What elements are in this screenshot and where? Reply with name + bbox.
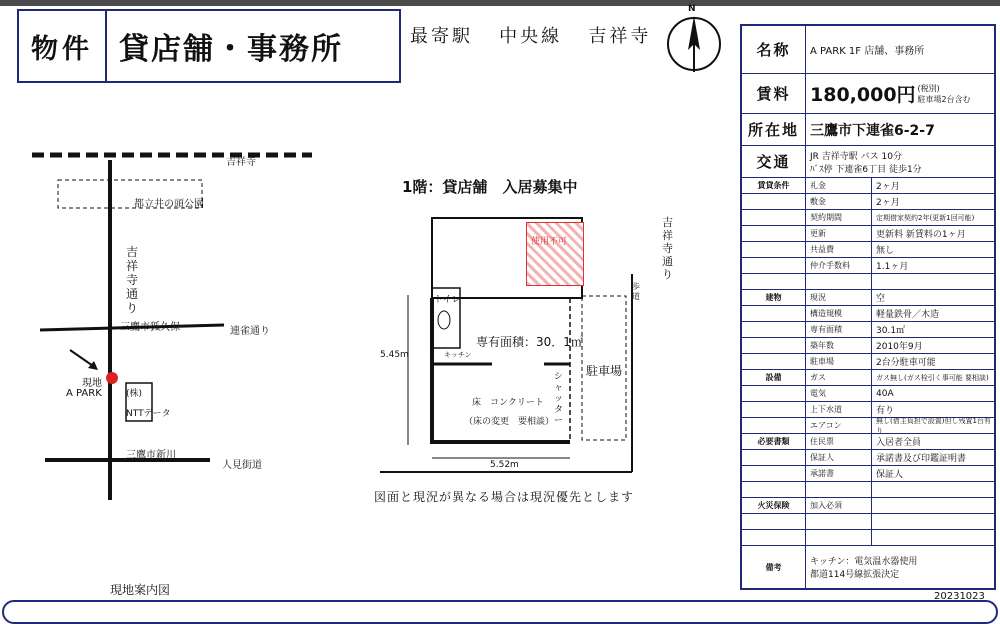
- row-category: [742, 354, 806, 369]
- map-ntt-data: NTTデータ: [126, 409, 171, 419]
- row-key: 駐車場: [806, 354, 872, 369]
- row-category: [742, 226, 806, 241]
- map-station-label: 吉祥寺: [226, 157, 256, 168]
- row-value: 保証人: [876, 470, 904, 480]
- property-header: [17, 9, 401, 83]
- name-key: 名称: [742, 26, 806, 73]
- remarks-line-2: 都道114号線拡張決定: [810, 570, 900, 580]
- rent-notes: [918, 83, 971, 105]
- row-key: 加入必須: [806, 498, 872, 513]
- table-row: [742, 258, 994, 274]
- rent-value: [806, 74, 994, 113]
- row-category: [742, 450, 806, 465]
- row-value: 入居者全員: [876, 438, 922, 448]
- row-category: [742, 514, 806, 529]
- bottom-frame: [2, 600, 998, 624]
- row-category: 必要書類: [742, 434, 806, 449]
- row-value: 1.1ヶ月: [876, 262, 909, 272]
- row-value: 有り: [876, 406, 895, 416]
- row-value: 2ヶ月: [876, 182, 900, 192]
- row-category: [742, 402, 806, 417]
- row-key: 礼金: [806, 178, 872, 193]
- table-row: [742, 530, 994, 546]
- row-value: 2ヶ月: [876, 198, 900, 208]
- row-key: ガス: [806, 370, 872, 385]
- table-row: [742, 242, 994, 258]
- table-row: [742, 306, 994, 322]
- north-arrow-icon: [666, 6, 724, 74]
- disclaimer: 図面と現況が異なる場合は現況優先とします: [374, 490, 635, 504]
- row-category: [742, 418, 806, 433]
- row-key: [806, 274, 872, 289]
- date-stamp: 20231023: [934, 591, 985, 602]
- row-value: 軽量鉄骨／木造: [876, 310, 940, 320]
- floor-note: （床の変更 要相談）: [464, 417, 555, 427]
- table-row: [742, 498, 994, 514]
- map-road-kichijoji: 吉祥寺通り: [126, 245, 139, 315]
- row-category: 賃貸条件: [742, 178, 806, 193]
- address-key: 所在地: [742, 114, 806, 145]
- station-line: 中央線: [499, 26, 563, 47]
- row-key: 敷金: [806, 194, 872, 209]
- map-hitomi-label: 人見街道: [222, 460, 262, 471]
- remarks-key: 備考: [742, 546, 806, 588]
- map-site-label: 現地: [82, 378, 102, 389]
- toilet-label: トイレ: [434, 295, 461, 305]
- name-value: A PARK 1F 店舗、事務所: [810, 46, 925, 57]
- row-key: 契約期間: [806, 210, 872, 225]
- unusable-label: 使用不可: [531, 237, 568, 247]
- dim-height: 5.45m: [380, 350, 409, 360]
- station-name: 吉祥寺: [588, 26, 652, 47]
- row-category: [742, 306, 806, 321]
- access-value: [806, 146, 994, 177]
- row-value: [872, 530, 994, 545]
- row-key: エアコン: [806, 418, 872, 433]
- row-value: 40A: [876, 388, 894, 399]
- row-key: 更新: [806, 226, 872, 241]
- row-category: [742, 322, 806, 337]
- row-value: [872, 498, 994, 513]
- table-row: [742, 354, 994, 370]
- station-label: 最寄駅: [410, 26, 473, 47]
- table-row: [742, 290, 994, 306]
- table-row: [742, 338, 994, 354]
- row-access: [742, 146, 994, 178]
- row-category: [742, 258, 806, 273]
- row-category: [742, 210, 806, 225]
- table-row: [742, 210, 994, 226]
- row-value: 定期借家契約2年(更新1回可能): [876, 213, 975, 222]
- unusable-area: [526, 222, 584, 286]
- rent-note: 駐車場2台含む: [917, 94, 971, 104]
- row-key: 承諾書: [806, 466, 872, 481]
- row-key: 上下水道: [806, 402, 872, 417]
- row-category: 建物: [742, 290, 806, 305]
- map-kitakubo-label: 三鷹市狐久保: [120, 322, 180, 333]
- row-value: 承諾書及び印鑑証明書: [876, 454, 967, 464]
- road-label: 吉祥寺通り: [662, 216, 673, 281]
- floor-area-label: 専有面積：30．1㎡: [476, 335, 583, 349]
- table-row: [742, 482, 994, 498]
- row-key: 住民票: [806, 434, 872, 449]
- row-category: [742, 482, 806, 497]
- access-line-2: ﾊﾞｽ停 下連雀6丁目 徒歩1分: [810, 164, 922, 175]
- row-value: 空: [876, 294, 886, 304]
- row-key: 築年数: [806, 338, 872, 353]
- row-key: 構造規模: [806, 306, 872, 321]
- remarks-value: [806, 546, 994, 588]
- address-value: 三鷹市下連雀6-2-7: [810, 122, 935, 139]
- table-row: [742, 194, 994, 210]
- rent-key: 賃料: [742, 74, 806, 113]
- row-value: [872, 482, 994, 497]
- row-name: [742, 26, 994, 74]
- rent-tax: (税別): [917, 83, 940, 93]
- header-title: 貸店舗・事務所: [119, 32, 343, 67]
- row-category: [742, 386, 806, 401]
- table-row: [742, 226, 994, 242]
- row-key: 保証人: [806, 450, 872, 465]
- row-key: [806, 530, 872, 545]
- row-value: 2010年9月: [876, 342, 923, 352]
- window-top-bar: [0, 0, 1000, 6]
- table-row: [742, 178, 994, 194]
- table-row: [742, 466, 994, 482]
- shutter-label: シャッター: [554, 372, 564, 426]
- row-category: [742, 530, 806, 545]
- map-shinkawa-label: 三鷹市新川: [126, 450, 176, 461]
- remarks-line-1: キッチン：電気温水器使用: [810, 557, 918, 567]
- row-category: [742, 338, 806, 353]
- row-key: [806, 514, 872, 529]
- table-row: [742, 514, 994, 530]
- dim-width: 5.52m: [490, 460, 519, 470]
- table-row: [742, 274, 994, 290]
- property-info-table: [740, 24, 996, 590]
- row-value: 無し: [876, 246, 895, 256]
- parking-label: 駐車場: [586, 364, 623, 378]
- row-address: [742, 114, 994, 146]
- row-category: [742, 466, 806, 481]
- row-key: 仲介手数料: [806, 258, 872, 273]
- map-property-label: A PARK: [66, 388, 102, 399]
- floor-heading: 1階：貸店舗 入居募集中: [402, 178, 578, 196]
- map-ntt-label: (株): [126, 389, 143, 399]
- row-value: [872, 514, 994, 529]
- row-category: [742, 274, 806, 289]
- row-value: 2台分駐車可能: [876, 358, 936, 368]
- row-category: [742, 194, 806, 209]
- row-category: [742, 242, 806, 257]
- row-key: 共益費: [806, 242, 872, 257]
- row-category: 設備: [742, 370, 806, 385]
- row-value: 30.1㎡: [876, 326, 906, 336]
- row-key: 専有面積: [806, 322, 872, 337]
- kitchen-label: キッチン: [444, 351, 472, 359]
- floor-material: 床 コンクリート: [472, 398, 544, 408]
- row-key: 電気: [806, 386, 872, 401]
- table-row: [742, 418, 994, 434]
- row-value: 更新料 新賃料の1ヶ月: [876, 230, 966, 240]
- map-park-label: 都立井の頭公園: [134, 199, 204, 210]
- sidewalk-label: 歩道: [632, 282, 640, 301]
- nearest-station: [410, 22, 651, 48]
- map-renjaku-label: 連雀通り: [230, 326, 270, 337]
- table-row: [742, 434, 994, 450]
- access-line-1: JR 吉祥寺駅 バス 10分: [810, 151, 902, 162]
- row-value: [872, 274, 994, 289]
- table-row: [742, 450, 994, 466]
- header-label: 物件: [19, 11, 107, 81]
- table-row: [742, 386, 994, 402]
- map-caption: 現地案内図: [110, 583, 171, 597]
- row-key: 現況: [806, 290, 872, 305]
- row-category: 火災保険: [742, 498, 806, 513]
- table-row: [742, 370, 994, 386]
- row-rent: [742, 74, 994, 114]
- table-row: [742, 322, 994, 338]
- row-remarks: [742, 546, 994, 588]
- rent-amount: 180,000円: [810, 84, 916, 106]
- row-value: ガス無し(ガス栓引く事可能 要相談): [876, 373, 989, 382]
- row-key: [806, 482, 872, 497]
- north-label: N: [688, 4, 696, 14]
- access-key: 交通: [742, 146, 806, 177]
- row-value: 無し(借主負担で設置)但し残置1台有り: [876, 416, 991, 435]
